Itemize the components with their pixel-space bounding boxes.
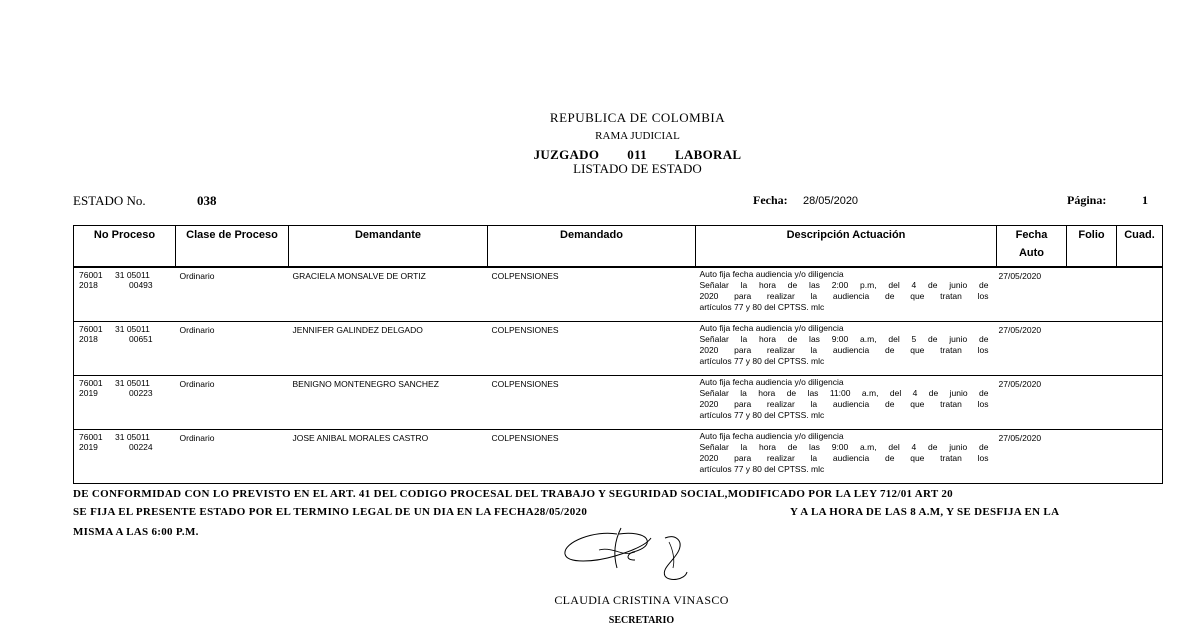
fecha-label: Fecha: [753, 193, 788, 207]
col-descripcion: Descripción Actuación [696, 226, 997, 268]
estado-label: ESTADO No. [73, 193, 146, 208]
cell-fecha-auto: 27/05/2020 [998, 378, 1042, 389]
cell-cuad [1117, 321, 1163, 375]
table-row [74, 375, 1163, 429]
table-row [74, 429, 1163, 483]
cell-demandado: COLPENSIONES [491, 432, 559, 443]
cell-demandado: COLPENSIONES [491, 271, 559, 281]
cell-clase: Ordinario [179, 271, 215, 281]
estado-number: 038 [197, 193, 217, 208]
cell-no-proceso: 76001 31 05011 2018 00651 [79, 323, 153, 344]
signer-name: CLAUDIA CRISTINA VINASCO [554, 593, 729, 607]
legal-line-2: SE FIJA EL PRESENTE ESTADO POR EL TERMINO LEGAL DE UN DIA EN LA FECHA28/05/2020 [73, 506, 588, 518]
legal-line-3: MISMA A LAS 6:00 P.M. [73, 526, 199, 538]
col-demandante: Demandante [289, 226, 488, 268]
cell-demandante: JOSE ANIBAL MORALES CASTRO [292, 432, 429, 443]
handwritten-signature [555, 520, 705, 590]
col-demandado: Demandado [488, 226, 696, 268]
cell-fecha-auto: 27/05/2020 [998, 271, 1042, 281]
signer-title: SECRETARIO [608, 615, 675, 626]
legal-line-1: DE CONFORMIDAD CON LO PREVISTO EN EL ART. 41 DEL CODIGO PROCESAL DEL TRABAJO Y SEGURIDAD SOCIAL,MODIFICADO POR LA LEY 712/01 ART 20 [73, 488, 953, 500]
branch-heading: RAMA JUDICIAL [595, 130, 680, 142]
estado-table [73, 225, 1163, 484]
cell-demandante: JENNIFER GALINDEZ DELGADO [292, 324, 423, 335]
cell-demandante: GRACIELA MONSALVE DE ORTIZ [292, 271, 426, 281]
cell-cuad [1117, 375, 1163, 429]
col-fecha-auto: Fecha Auto [997, 226, 1067, 268]
cell-clase: Ordinario [179, 324, 215, 335]
table-header-row [74, 226, 1163, 268]
court-word-1: JUZGADO [533, 147, 600, 162]
pagina-value: 1 [1142, 193, 1148, 207]
col-folio: Folio [1067, 226, 1117, 268]
country-heading: REPUBLICA DE COLOMBIA [549, 110, 726, 125]
cell-cuad [1117, 429, 1163, 483]
col-clase-proceso: Clase de Proceso [176, 226, 289, 268]
fecha-value: 28/05/2020 [803, 195, 859, 207]
cell-descripcion: Auto fija fecha audiencia y/o diligencia Señalar la hora de las 9:00 a.m, del 5 de junio de 2020 para realizar la audiencia de que tratan los artículos 77 y 80 del CPTSS. mlc [699, 322, 989, 366]
cell-clase: Ordinario [179, 378, 215, 389]
pagina-label: Página: [1067, 193, 1107, 207]
cell-no-proceso: 76001 31 05011 2018 00493 [79, 270, 153, 290]
cell-folio [1067, 321, 1117, 375]
cell-descripcion: Auto fija fecha audiencia y/o diligencia Señalar la hora de las 11:00 a.m, del 4 de junio de 2020 para realizar la audiencia de que tratan los artículos 77 y 80 del CPTSS. mlc [699, 376, 989, 420]
cell-descripcion: Auto fija fecha audiencia y/o diligencia Señalar la hora de las 9:00 a.m, del 4 de junio de 2020 para realizar la audiencia de que tratan los artículos 77 y 80 del CPTSS. mlc [699, 430, 989, 474]
cell-no-proceso: 76001 31 05011 2019 00224 [79, 431, 153, 452]
cell-cuad [1117, 267, 1163, 321]
cell-clase: Ordinario [179, 432, 215, 443]
legal-line-2b: Y A LA HORA DE LAS 8 A.M, Y SE DESFIJA EN LA [790, 506, 1060, 518]
cell-demandante: BENIGNO MONTENEGRO SANCHEZ [292, 378, 439, 389]
cell-fecha-auto: 27/05/2020 [998, 432, 1042, 443]
cell-folio [1067, 375, 1117, 429]
cell-demandado: COLPENSIONES [491, 378, 559, 389]
col-no-proceso: No Proceso [74, 226, 176, 268]
col-cuad: Cuad. [1117, 226, 1163, 268]
court-number: 011 [627, 147, 647, 162]
cell-folio [1067, 429, 1117, 483]
table-row [74, 321, 1163, 375]
listing-heading: LISTADO DE ESTADO [573, 161, 702, 176]
cell-folio [1067, 267, 1117, 321]
table-row [74, 267, 1163, 321]
cell-descripcion: Auto fija fecha audiencia y/o diligencia Señalar la hora de las 2:00 p.m, del 4 de junio de 2020 para realizar la audiencia de que tratan los artículos 77 y 80 del CPTSS. mlc [699, 269, 989, 312]
court-word-2: LABORAL [674, 147, 742, 162]
cell-no-proceso: 76001 31 05011 2019 00223 [79, 377, 153, 398]
cell-demandado: COLPENSIONES [491, 324, 559, 335]
cell-fecha-auto: 27/05/2020 [998, 324, 1042, 335]
